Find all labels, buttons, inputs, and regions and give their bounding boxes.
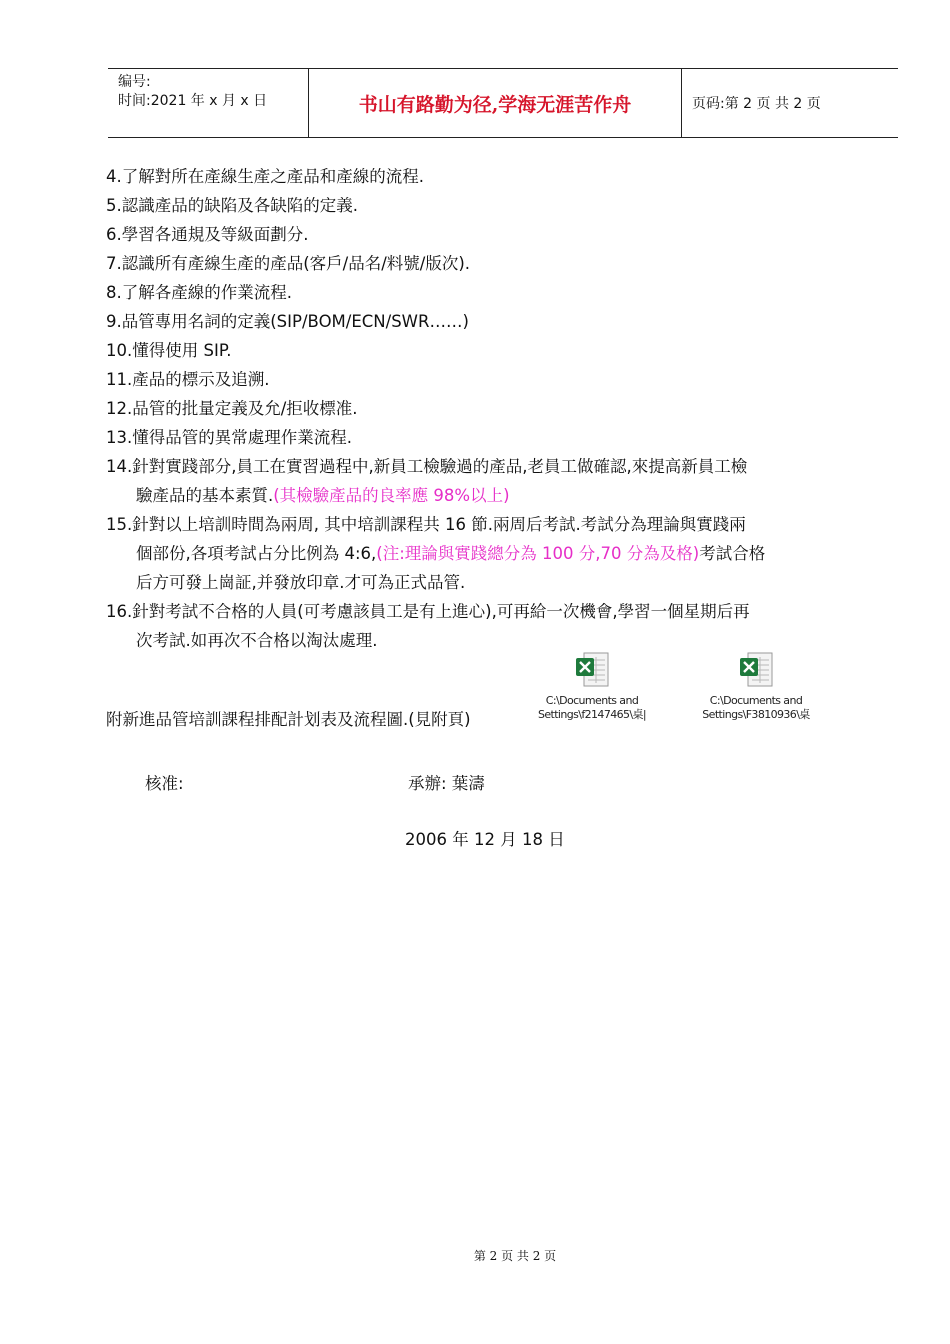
requirements-list xyxy=(106,162,866,655)
item-text: 認識所有產線生產的產品(客戶/品名/料號/版次). xyxy=(121,254,471,273)
time-label: 时间:2021 年 x 月 x 日 xyxy=(118,93,268,109)
list-item xyxy=(106,220,866,249)
item-text: 考試合格 xyxy=(699,544,766,563)
attachment-file-1[interactable] xyxy=(532,650,652,722)
item-number: 15. xyxy=(106,515,133,534)
attachment-path: Settings\f2147465\桌| xyxy=(537,708,647,721)
item-number: 9. xyxy=(106,312,122,331)
list-item xyxy=(106,423,866,452)
list-item xyxy=(106,191,866,220)
list-item xyxy=(106,336,866,365)
excel-icon xyxy=(736,650,776,690)
item-text: 了解各產線的作業流程. xyxy=(121,283,292,302)
item-continuation xyxy=(106,539,866,568)
item-number: 14. xyxy=(106,457,133,476)
item-text: 個部份,各項考試占分比例為 4:6, xyxy=(136,544,377,563)
list-item xyxy=(106,365,866,394)
item-number: 16. xyxy=(106,602,133,621)
item-text: 認識產品的缺陷及各缺陷的定義. xyxy=(121,196,358,215)
item-text: 針對實踐部分,員工在實習過程中,新員工檢驗過的產品,老員工做確認,來提高新員工檢 xyxy=(132,457,748,476)
item-number: 7. xyxy=(106,254,122,273)
attachment-file-2[interactable] xyxy=(696,650,816,722)
item-text: 品管專用名詞的定義(SIP/BOM/ECN/SWR……) xyxy=(121,312,469,331)
item-continuation xyxy=(106,481,866,510)
item-number: 8. xyxy=(106,283,122,302)
item-number: 4. xyxy=(106,167,122,186)
item-text: 懂得使用 SIP. xyxy=(132,341,232,360)
list-item xyxy=(106,278,866,307)
excel-icon xyxy=(572,650,612,690)
list-item xyxy=(106,307,866,336)
item-text: 懂得品管的異常處理作業流程. xyxy=(132,428,352,447)
header-meta xyxy=(108,69,308,137)
attachment-note: 附新進品管培訓課程排配計划表及流程圖.(見附頁) xyxy=(106,710,471,729)
list-item-15 xyxy=(106,510,866,597)
handler-label: 承辦: 葉濤 xyxy=(408,774,485,793)
list-item-16 xyxy=(106,597,866,655)
list-item-14 xyxy=(106,452,866,510)
item-text: 學習各通規及等級面劃分. xyxy=(121,225,309,244)
item-number: 12. xyxy=(106,399,133,418)
page-label: 页码:第 2 页 共 2 页 xyxy=(692,96,821,112)
item-number: 10. xyxy=(106,341,133,360)
list-item xyxy=(106,249,866,278)
header-table xyxy=(108,68,898,138)
item-number: 13. xyxy=(106,428,133,447)
list-item xyxy=(106,394,866,423)
attachment-path: C:\Documents and xyxy=(545,694,639,707)
attachment-path: C:\Documents and xyxy=(709,694,803,707)
attachment-path: Settings\F3810936\桌 xyxy=(702,708,810,721)
item-text: 了解對所在產線生產之產品和產線的流程. xyxy=(121,167,424,186)
item-number: 6. xyxy=(106,225,122,244)
document-date: 2006 年 12 月 18 日 xyxy=(405,830,565,849)
item-continuation: 次考試.如再次不合格以淘汰處理. xyxy=(136,631,378,650)
number-label: 编号: xyxy=(118,74,151,90)
highlight-note: (其檢驗產品的良率應 98%以上) xyxy=(273,486,510,505)
item-text: 驗產品的基本素質. xyxy=(136,486,274,505)
item-text: 針對以上培訓時間為兩周, 其中培訓課程共 16 節.兩周后考試.考試分為理論與實踐兩 xyxy=(132,515,746,534)
page-footer: 第 2 页 共 2 页 xyxy=(473,1249,557,1263)
item-continuation: 后方可發上崗証,并發放印章.才可為正式品管. xyxy=(136,573,466,592)
highlight-note: (注:理論與實踐總分為 100 分,70 分為及格) xyxy=(376,544,700,563)
item-text: 產品的標示及追溯. xyxy=(132,370,270,389)
item-text: 針對考試不合格的人員(可考慮該員工是有上進心),可再給一次機會,學習一個星期后再 xyxy=(132,602,750,621)
item-text: 品管的批量定義及允/拒收標准. xyxy=(132,399,358,418)
item-number: 11. xyxy=(106,370,133,389)
approve-label: 核准: xyxy=(145,774,184,793)
list-item xyxy=(106,162,866,191)
motto: 书山有路勤为径,学海无涯苦作舟 xyxy=(308,69,682,137)
item-number: 5. xyxy=(106,196,122,215)
